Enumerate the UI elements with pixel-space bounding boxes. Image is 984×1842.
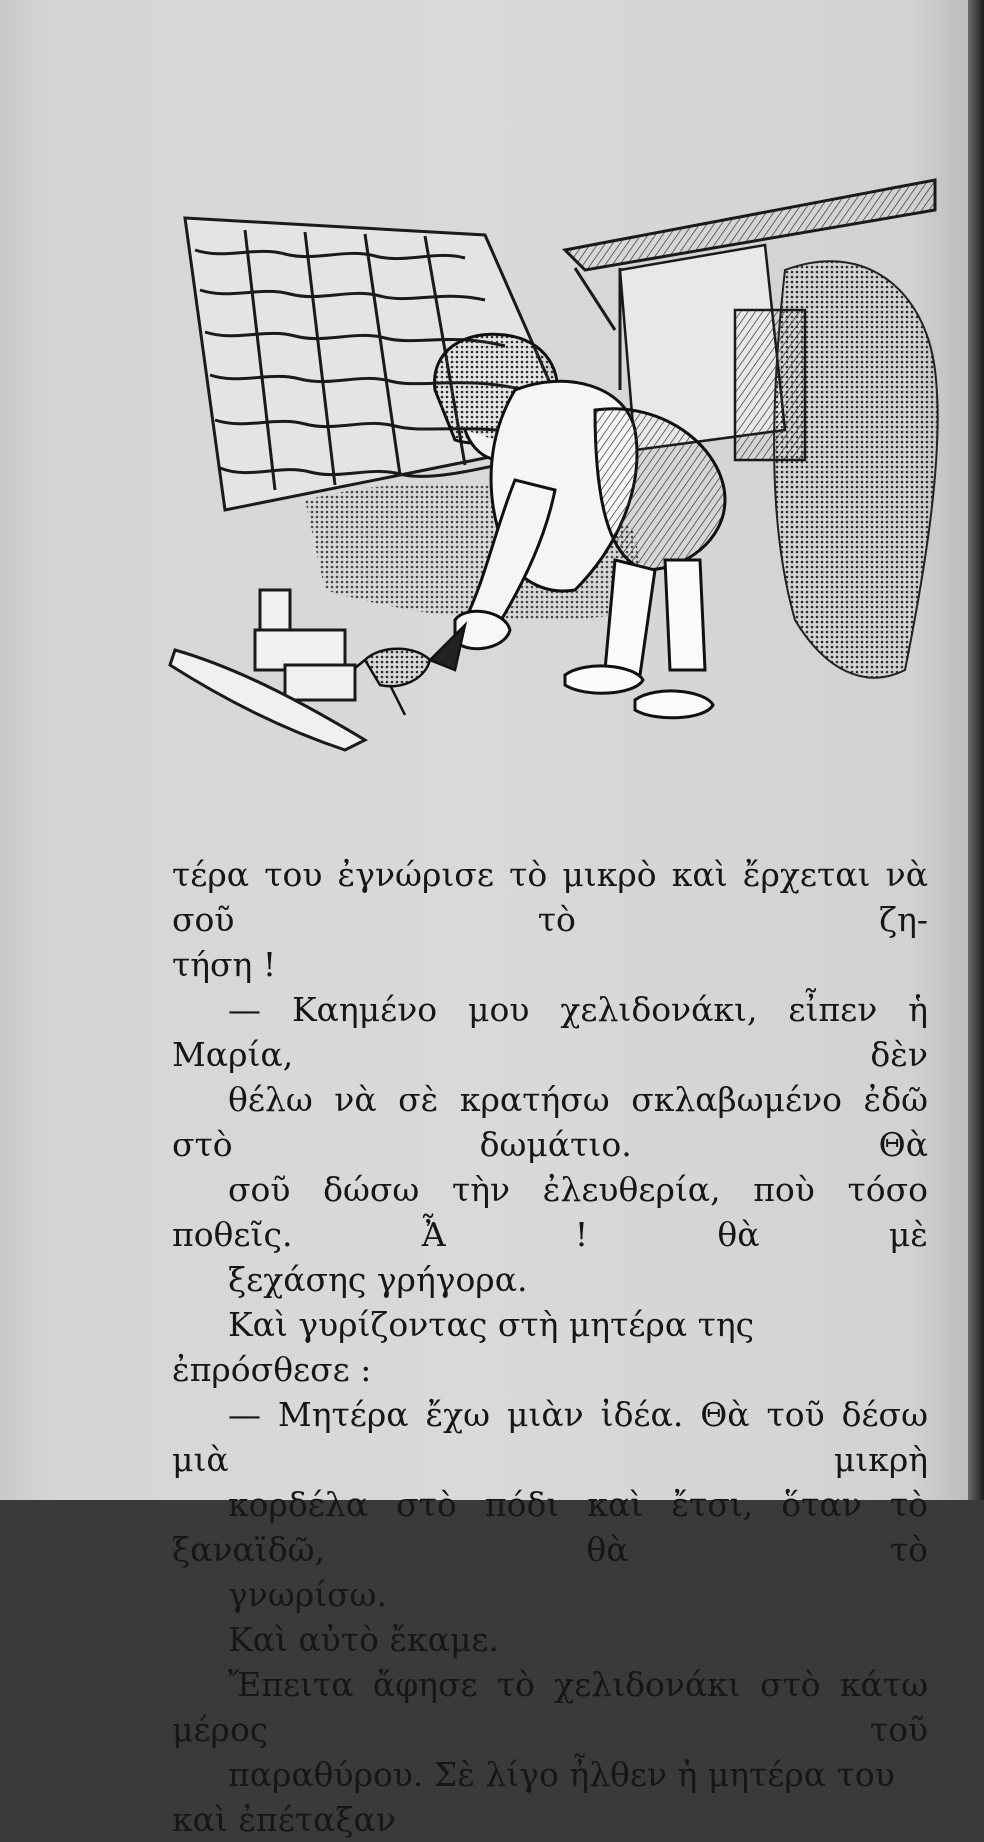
text-line: ξεχάσης γρήγορα. (228, 1260, 528, 1299)
text-line: γνωρίσω. (228, 1575, 387, 1614)
illustration-boy-with-swallow (165, 150, 945, 750)
text-line: — Καημένο μου χελιδονάκι, εἶπεν ἡ Μαρία, δὲν (172, 990, 928, 1074)
paragraph (172, 987, 928, 1302)
text-line: Καὶ αὐτὸ ἔκαμε. (228, 1620, 499, 1659)
text-line: κορδέλα στὸ πόδι καὶ ἔτσι, ὅταν τὸ ξαναϊδῶ, θὰ τὸ (172, 1485, 928, 1569)
text-line: Καὶ γυρίζοντας στὴ μητέρα της ἐπρόσθεσε : (172, 1305, 755, 1389)
paragraph (172, 1392, 928, 1617)
roof-chimney (170, 590, 365, 750)
text-line: σοῦ δώσω τὴν ἐλευθερία, ποὺ τόσο ποθεῖς. Ἆ ! θὰ μὲ (172, 1170, 928, 1254)
text-line: — Μητέρα ἔχω μιὰν ἰδέα. Θὰ τοῦ δέσω μιὰ μικρὴ (172, 1395, 928, 1479)
bushes (774, 261, 938, 677)
paragraph (172, 852, 928, 987)
paragraph (172, 1302, 928, 1392)
text-line: τέρα του ἐγνώρισε τὸ μικρὸ καὶ ἔρχεται νὰ σοῦ τὸ ζη- (172, 855, 928, 939)
text-line: τήση ! (172, 945, 277, 984)
body-text (172, 852, 928, 1842)
swallow (355, 625, 465, 715)
paragraph (172, 1662, 928, 1842)
text-line: θέλω νὰ σὲ κρατήσω σκλαβωμένο ἐδῶ στὸ δωμάτιο. Θὰ (172, 1080, 928, 1164)
text-line: Ἔπειτα ἄφησε τὸ χελιδονάκι στὸ κάτω μέρος τοῦ (172, 1665, 928, 1749)
paragraph (172, 1617, 928, 1662)
page-edge-shadow (968, 0, 984, 1500)
text-line: παραθύρου. Σὲ λίγο ἦλθεν ἡ μητέρα του καὶ ἐπέταξαν (172, 1755, 895, 1839)
